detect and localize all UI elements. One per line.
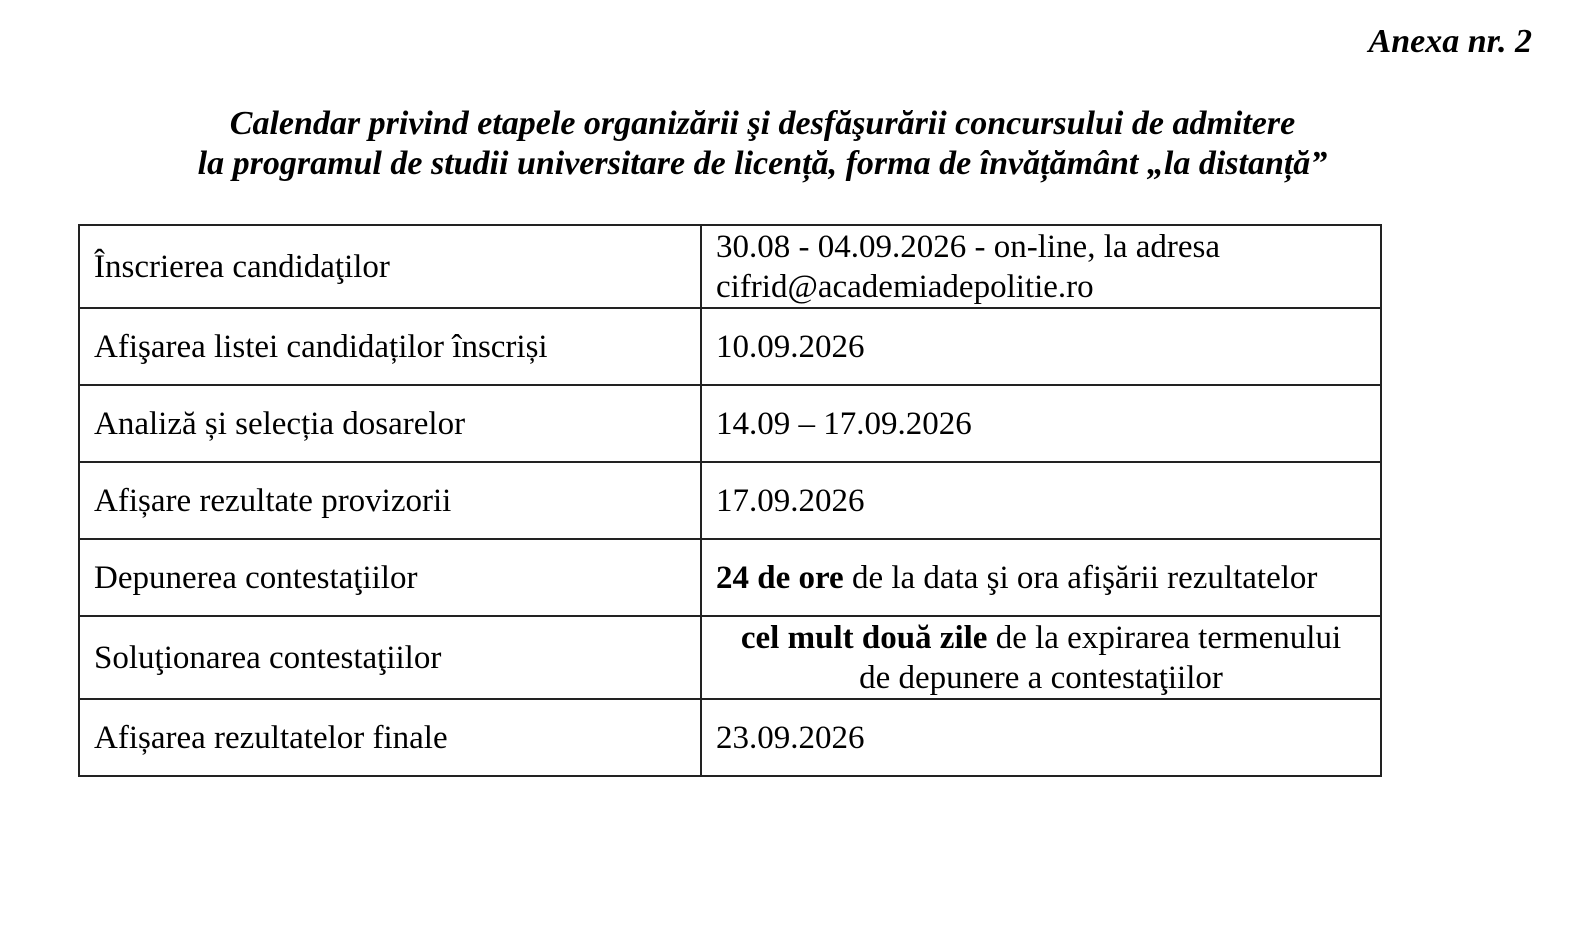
- deadline-line-1: [716, 618, 1366, 658]
- stage-cell: Analiză și selecția dosarelor: [79, 385, 701, 462]
- deadline-bold: cel mult două zile: [740, 619, 988, 656]
- title-line-2: la programul de studii universitare de licență, forma de învățământ „la distanță”: [197, 145, 1328, 182]
- stage-cell: Soluţionarea contestaţiilor: [79, 616, 701, 699]
- date-cell: [701, 616, 1381, 699]
- table-row: [79, 699, 1381, 776]
- stage-cell: Depunerea contestaţiilor: [79, 539, 701, 616]
- stage-cell: Înscrierea candidaţilor: [79, 225, 701, 308]
- deadline-bold: 24 de ore: [716, 559, 844, 596]
- title-line-1: Calendar privind etapele organizării şi desfăşurării concursului de admitere: [229, 105, 1296, 142]
- stage-cell: Afișare rezultate provizorii: [79, 462, 701, 539]
- email-address: cifrid@academiadepolitie.ro: [716, 268, 1094, 305]
- admission-calendar-table: [78, 224, 1382, 777]
- deadline-text: de la expirarea termenului: [987, 619, 1342, 656]
- stage-cell: Afișarea rezultatelor finale: [79, 699, 701, 776]
- document-title: [0, 104, 1525, 184]
- stage-cell: Afişarea listei candidaților înscriși: [79, 308, 701, 385]
- date-cell: 17.09.2026: [701, 462, 1381, 539]
- date-cell: 23.09.2026: [701, 699, 1381, 776]
- table-row: [79, 539, 1381, 616]
- table-row: [79, 616, 1381, 699]
- deadline-text: de la data şi ora afişării rezultatelor: [843, 559, 1318, 596]
- table-row: [79, 462, 1381, 539]
- date-cell: [701, 225, 1381, 308]
- date-cell: [701, 539, 1381, 616]
- table-row: [79, 225, 1381, 308]
- date-cell: 14.09 – 17.09.2026: [701, 385, 1381, 462]
- deadline-line-2: de depunere a contestaţiilor: [859, 659, 1223, 696]
- date-line-1: 30.08 - 04.09.2026 - on-line, la adresa: [716, 228, 1221, 265]
- table-row: [79, 385, 1381, 462]
- table-row: [79, 308, 1381, 385]
- annex-label: Anexa nr. 2: [1368, 23, 1532, 60]
- date-cell: 10.09.2026: [701, 308, 1381, 385]
